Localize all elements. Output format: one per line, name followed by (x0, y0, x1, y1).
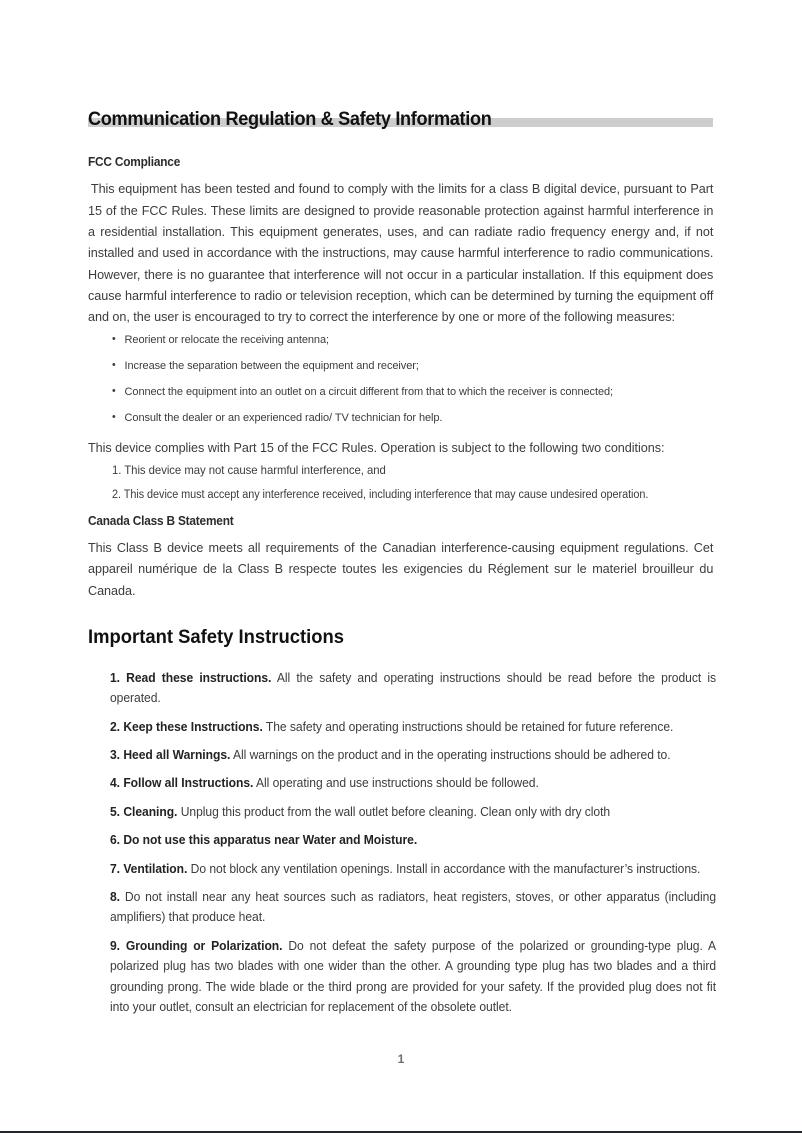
list-item (110, 936, 716, 1018)
list-item: • Reorient or relocate the receiving antenna; (112, 333, 692, 348)
fcc-compliance-paragraph: This equipment has been tested and found to comply with the limits for a class B digital device, pursuant to Part 15 of the FCC Rules. These limits are designed to provide reasonable protection against harmful interference in a residential installation. This equipment generates, uses, and can radiate radio frequency energy and, if not installed and used in accordance with the instructions, may cause harmful interference to radio communications. However, there is no guarantee that interference will not occur in a particular installation. If this equipment does cause harmful interference to radio or television reception, which can be determined by turning the equipment off and on, the user is encouraged to try to correct the interference by one or more of the following measures: (88, 181, 714, 325)
document-content (88, 104, 717, 1025)
list-item (110, 745, 716, 765)
fcc-compliance-statement: This device complies with Part 15 of the FCC Rules. Operation is subject to the following two conditions: (88, 440, 665, 456)
list-item-body: Do not block any ventilation openings. Install in accordance with the manufacturer’s instructions. (187, 861, 701, 876)
list-item-lead: 6. Do not use this apparatus near Water and Moisture. (110, 833, 418, 848)
list-item: 2. This device must accept any interference received, including interference that may cause undesired operation. (112, 488, 649, 501)
list-item-body: All the safety and operating instructions should be read before the product is operated. (110, 670, 717, 706)
fcc-compliance-heading: FCC Compliance (88, 155, 181, 169)
list-item (110, 668, 716, 709)
list-item: • Consult the dealer or an experienced radio/ TV technician for help. (112, 411, 692, 426)
safety-instructions-heading: Important Safety Instructions (88, 626, 345, 648)
fcc-conditions-list (88, 463, 713, 503)
list-item (110, 830, 716, 850)
page-title: Communication Regulation & Safety Information (88, 108, 492, 130)
list-item-lead: 7. Ventilation. (110, 861, 188, 876)
list-item-body: Do not install near any heat sources such as radiators, heat registers, stoves, or other apparatus (including amplifiers) that produce heat. (110, 889, 717, 925)
list-item-lead: 5. Cleaning. (110, 804, 178, 819)
list-item-lead: 9. Grounding or Polarization. (110, 938, 283, 953)
list-item (110, 773, 716, 793)
list-item-lead: 1. Read these instructions. (110, 670, 272, 685)
list-item-body: All warnings on the product and in the operating instructions should be adhered to. (230, 747, 671, 762)
list-item-lead: 2. Keep these Instructions. (110, 719, 263, 734)
canada-class-b-heading: Canada Class B Statement (88, 513, 234, 528)
list-item (110, 887, 716, 928)
list-item-lead: 4. Follow all Instructions. (110, 776, 254, 791)
list-item (110, 717, 716, 737)
fcc-measures-list (88, 333, 713, 426)
list-item: • Connect the equipment into an outlet on a circuit different from that to which the receiver is connected; (112, 385, 692, 400)
canada-class-b-paragraph: This Class B device meets all requirements of the Canadian interference-causing equipment regulations. Cet appareil numérique de la Class B respecte toutes les exigencies du Réglement sur le materiel brouilleur du Canada. (88, 540, 714, 598)
list-item-body: Unplug this product from the wall outlet before cleaning. Clean only with dry cloth (177, 804, 611, 819)
list-item-lead: 8. (110, 889, 121, 904)
list-item (110, 802, 716, 822)
list-item-lead: 3. Heed all Warnings. (110, 747, 231, 762)
list-item-body: The safety and operating instructions should be retained for future reference. (262, 719, 674, 734)
list-item: 1. This device may not cause harmful interference, and (112, 463, 386, 477)
list-item: • Increase the separation between the equipment and receiver; (112, 359, 692, 374)
list-item (110, 859, 716, 879)
document-title-block (88, 104, 713, 134)
list-item-body: All operating and use instructions should be followed. (253, 776, 539, 791)
list-item-body: Do not defeat the safety purpose of the polarized or grounding-type plug. A polarized plug has two blades with one wider than the other. A grounding type plug has two blades and a third grounding prong. The wide blade or the third prong are provided for your safety. If the provided plug does not fit into your outlet, consult an electrician for replacement of the obsolete outlet. (110, 938, 717, 1015)
safety-instructions-list (88, 668, 717, 1018)
page-number: 1 (397, 1052, 405, 1066)
